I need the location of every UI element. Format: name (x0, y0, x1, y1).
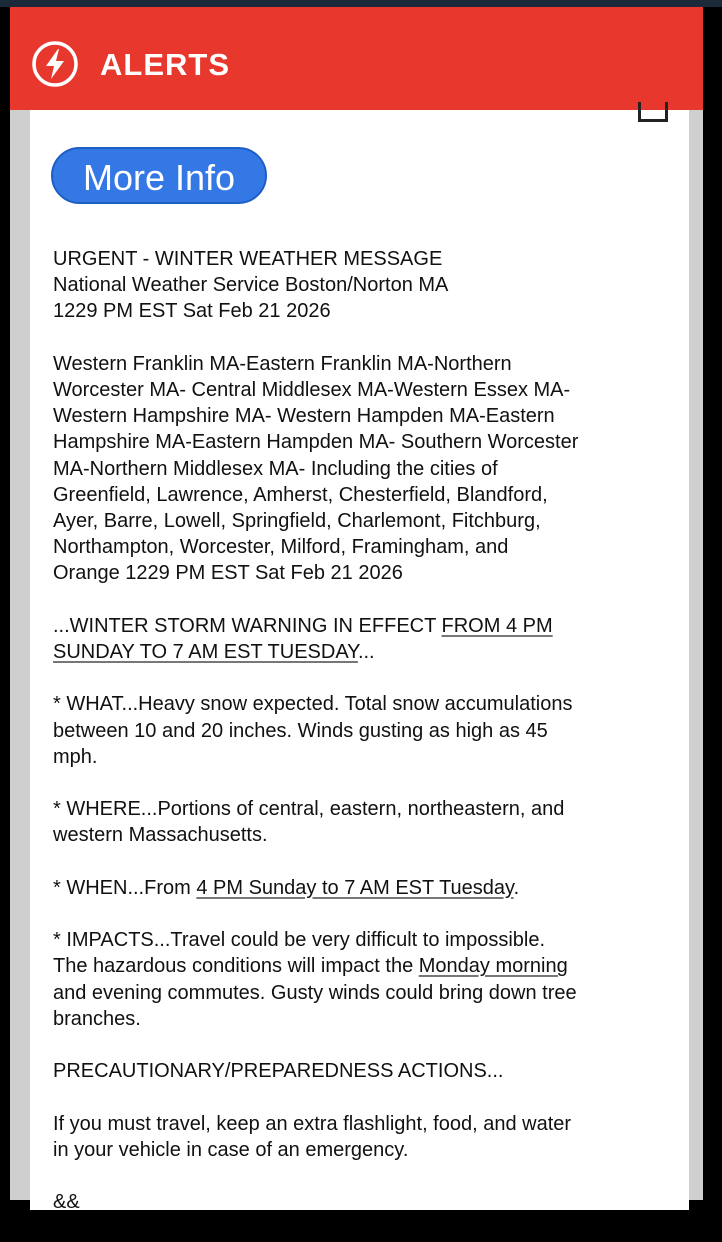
when-prefix: * WHEN...From (53, 876, 197, 899)
what-line: * WHAT...Heavy snow expected. Total snow accumulations (53, 693, 573, 716)
what-line: between 10 and 20 inches. Winds gusting as high as 45 (53, 719, 548, 742)
end-marker (53, 1189, 678, 1215)
what-paragraph (53, 691, 678, 770)
message-heading (53, 246, 678, 325)
warning-time-link[interactable]: SUNDAY TO 7 AM EST TUESDAY (53, 641, 358, 664)
when-paragraph (53, 875, 678, 901)
lightning-bolt-icon (30, 39, 80, 89)
warning-line-2 (53, 639, 678, 665)
heading-line: 1229 PM EST Sat Feb 21 2026 (53, 300, 331, 323)
impacts-prefix: The hazardous conditions will impact the (53, 955, 419, 978)
zones-line: Northampton, Worcester, Milford, Framingham, and (53, 536, 509, 559)
precautions-paragraph (53, 1111, 678, 1163)
page-title: ALERTS (100, 47, 230, 82)
when-suffix: . (513, 876, 520, 899)
zones-line: Ayer, Barre, Lowell, Springfield, Charlemont, Fitchburg, (53, 510, 541, 533)
status-strip (0, 0, 722, 7)
left-edge (0, 7, 10, 1200)
alert-message (53, 246, 678, 1242)
precautions-heading (53, 1058, 678, 1084)
warning-line-1 (53, 613, 678, 639)
end-marker-text: && (53, 1191, 80, 1214)
precautions-line: in your vehicle in case of an emergency. (53, 1138, 409, 1161)
zones-line: Orange 1229 PM EST Sat Feb 21 2026 (53, 562, 403, 585)
precautions-heading-text: PRECAUTIONARY/PREPAREDNESS ACTIONS... (53, 1060, 504, 1083)
zones-line: Western Hampshire MA- Western Hampden MA-Eastern (53, 405, 555, 428)
where-line: western Massachusetts. (53, 824, 268, 847)
when-line (53, 875, 678, 901)
precautions-line: If you must travel, keep an extra flashlight, food, and water (53, 1112, 572, 1135)
warning-prefix: ...WINTER STORM WARNING IN EFFECT (53, 614, 442, 637)
zones-line: Worcester MA- Central Middlesex MA-Western Essex MA- (53, 379, 571, 401)
when-time-link[interactable]: 4 PM Sunday to 7 AM EST Tuesday (196, 876, 514, 899)
impacts-line: branches. (53, 1007, 141, 1030)
content-scroll-area[interactable] (10, 110, 703, 1214)
monday-morning-link[interactable]: Monday morning (418, 955, 568, 978)
what-line: mph. (53, 745, 98, 768)
impacts-line: * IMPACTS...Travel could be very difficult to impossible. (53, 929, 546, 952)
zones-line: MA-Northern Middlesex MA- Including the cities of (53, 457, 498, 480)
app-frame (0, 7, 722, 1214)
warning-time-link[interactable]: FROM 4 PM (441, 614, 553, 637)
right-edge (703, 7, 722, 1200)
expand-icon[interactable] (638, 102, 668, 122)
where-paragraph (53, 796, 678, 848)
zones-line: Hampshire MA-Eastern Hampden MA- Southern Worcester (53, 431, 579, 454)
zones-line: Greenfield, Lawrence, Amherst, Chesterfield, Blandford, (53, 483, 548, 506)
warning-suffix: ... (357, 641, 375, 664)
impacts-paragraph (53, 927, 678, 1032)
warning-paragraph (53, 613, 678, 665)
more-info-button[interactable]: More Info (51, 147, 267, 204)
zones-line: Western Franklin MA-Eastern Franklin MA-Northern (53, 352, 512, 375)
where-line: * WHERE...Portions of central, eastern, northeastern, and (53, 798, 565, 821)
impacts-line: and evening commutes. Gusty winds could bring down tree (53, 981, 577, 1004)
alert-card (30, 110, 689, 1214)
heading-line: National Weather Service Boston/Norton MA (53, 274, 449, 297)
zones-paragraph (53, 351, 678, 587)
alerts-header (10, 7, 703, 110)
impacts-line (53, 953, 678, 979)
heading-line: URGENT - WINTER WEATHER MESSAGE (53, 248, 443, 270)
